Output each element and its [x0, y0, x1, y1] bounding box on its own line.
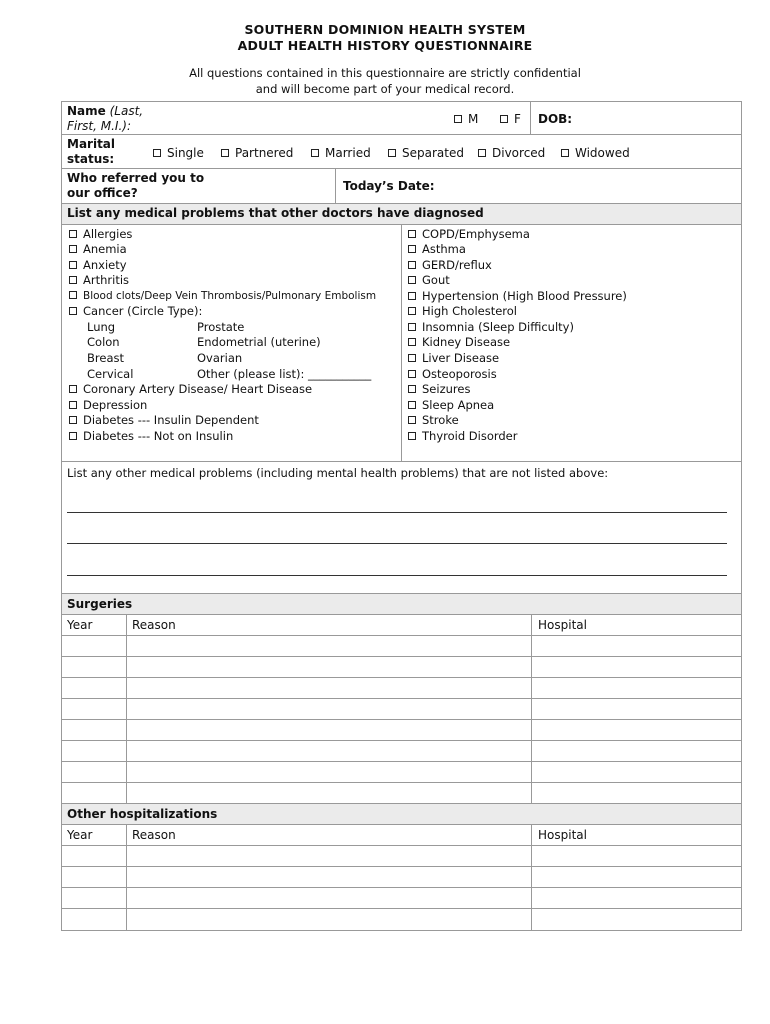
- checkbox-icon[interactable]: [69, 385, 77, 393]
- surgeries-col-year: Year: [67, 618, 93, 632]
- marital-option-separated[interactable]: Separated: [388, 146, 464, 160]
- checkbox-icon[interactable]: [408, 292, 416, 300]
- checkbox-icon[interactable]: [561, 149, 569, 157]
- problem-depression[interactable]: Depression: [69, 398, 147, 413]
- other-problems-line-2[interactable]: [67, 543, 727, 544]
- checkbox-icon[interactable]: [500, 115, 508, 123]
- checkbox-icon[interactable]: [69, 245, 77, 253]
- problem-diabetes-insulin[interactable]: Diabetes --- Insulin Dependent: [69, 413, 259, 428]
- checkbox-icon[interactable]: [408, 338, 416, 346]
- rule: [61, 782, 742, 783]
- problem-thyroid-disorder[interactable]: Thyroid Disorder: [408, 429, 518, 444]
- other-problems-line-1[interactable]: [67, 512, 727, 513]
- other-problems-line-3[interactable]: [67, 575, 727, 576]
- checkbox-icon[interactable]: [408, 432, 416, 440]
- checkbox-icon[interactable]: [311, 149, 319, 157]
- name-hint: First, M.I.):: [67, 119, 132, 133]
- cancer-type-ovarian[interactable]: Ovarian: [197, 351, 243, 365]
- problem-gout[interactable]: Gout: [408, 273, 450, 288]
- checkbox-icon[interactable]: [454, 115, 462, 123]
- sex-male-option[interactable]: M: [454, 112, 478, 127]
- cancer-type-breast[interactable]: Breast: [87, 351, 124, 365]
- checkbox-icon[interactable]: [69, 401, 77, 409]
- surgeries-col-reason: Reason: [132, 618, 176, 632]
- checkbox-icon[interactable]: [69, 432, 77, 440]
- other-problems-prompt: List any other medical problems (including mental health problems) that are not listed above:: [67, 466, 609, 480]
- marital-option-widowed[interactable]: Widowed: [561, 146, 630, 160]
- rule: [61, 761, 742, 762]
- rule: [61, 134, 742, 135]
- problem-sleep-apnea[interactable]: Sleep Apnea: [408, 398, 494, 413]
- referral-label-2: our office?: [67, 186, 138, 200]
- rule-referral: [335, 168, 336, 203]
- marital-option-partnered[interactable]: Partnered: [221, 146, 293, 160]
- rule: [61, 614, 742, 615]
- rule-dob: [530, 101, 531, 134]
- rule: [61, 203, 742, 204]
- checkbox-icon[interactable]: [408, 385, 416, 393]
- problem-osteoporosis[interactable]: Osteoporosis: [408, 367, 497, 382]
- checkbox-icon[interactable]: [69, 291, 77, 299]
- marital-option-married[interactable]: Married: [311, 146, 371, 160]
- rule-surg-year: [126, 614, 127, 804]
- problem-liver-disease[interactable]: Liver Disease: [408, 351, 499, 366]
- rule-hosp-year: [126, 824, 127, 931]
- hospitalizations-col-year: Year: [67, 828, 93, 842]
- surgeries-heading: Surgeries: [67, 597, 133, 611]
- hospitalizations-col-reason: Reason: [132, 828, 176, 842]
- problem-asthma[interactable]: Asthma: [408, 242, 466, 257]
- hospitalizations-heading: Other hospitalizations: [67, 807, 218, 821]
- problem-seizures[interactable]: Seizures: [408, 382, 470, 397]
- marital-option-single[interactable]: Single: [153, 146, 204, 160]
- problem-arthritis[interactable]: Arthritis: [69, 273, 129, 288]
- rule: [61, 866, 742, 867]
- checkbox-icon[interactable]: [408, 261, 416, 269]
- rule-problems-split: [401, 224, 402, 461]
- marital-option-divorced[interactable]: Divorced: [478, 146, 545, 160]
- checkbox-icon[interactable]: [408, 245, 416, 253]
- problem-gerd[interactable]: GERD/reflux: [408, 258, 492, 273]
- rule: [61, 168, 742, 169]
- name-label: Name (Last,: [67, 104, 144, 118]
- problem-stroke[interactable]: Stroke: [408, 413, 459, 428]
- checkbox-icon[interactable]: [69, 416, 77, 424]
- problem-hypertension[interactable]: Hypertension (High Blood Pressure): [408, 289, 627, 304]
- checkbox-icon[interactable]: [69, 261, 77, 269]
- rule-hosp-hospital: [531, 824, 532, 931]
- problem-allergies[interactable]: Allergies: [69, 227, 132, 242]
- todays-date-label: Today’s Date:: [343, 179, 435, 193]
- checkbox-icon[interactable]: [69, 230, 77, 238]
- problem-anemia[interactable]: Anemia: [69, 242, 127, 257]
- problem-anxiety[interactable]: Anxiety: [69, 258, 127, 273]
- marital-label-2: status:: [67, 152, 115, 166]
- checkbox-icon[interactable]: [408, 416, 416, 424]
- checkbox-icon[interactable]: [153, 149, 161, 157]
- checkbox-icon[interactable]: [408, 323, 416, 331]
- checkbox-icon[interactable]: [408, 370, 416, 378]
- problem-diabetes-no-insulin[interactable]: Diabetes --- Not on Insulin: [69, 429, 233, 444]
- problem-cancer[interactable]: Cancer (Circle Type):: [69, 304, 202, 319]
- cancer-type-endometrial[interactable]: Endometrial (uterine): [197, 335, 321, 349]
- rule: [61, 887, 742, 888]
- confidentiality-note-line1: All questions contained in this questionnaire are strictly confidential: [189, 66, 581, 80]
- checkbox-icon[interactable]: [69, 276, 77, 284]
- rule-surg-hospital: [531, 614, 532, 804]
- checkbox-icon[interactable]: [408, 354, 416, 362]
- cancer-type-colon[interactable]: Colon: [87, 335, 120, 349]
- checkbox-icon[interactable]: [408, 230, 416, 238]
- problem-coronary-artery-disease[interactable]: Coronary Artery Disease/ Heart Disease: [69, 382, 312, 397]
- organization-name: SOUTHERN DOMINION HEALTH SYSTEM: [244, 22, 526, 37]
- checkbox-icon[interactable]: [408, 307, 416, 315]
- problems-heading: List any medical problems that other doctors have diagnosed: [67, 206, 484, 220]
- marital-label-1: Marital: [67, 137, 116, 151]
- checkbox-icon[interactable]: [69, 307, 77, 315]
- checkbox-icon[interactable]: [408, 401, 416, 409]
- hospitalizations-col-hospital: Hospital: [538, 828, 587, 842]
- checkbox-icon[interactable]: [408, 276, 416, 284]
- cancer-type-prostate[interactable]: Prostate: [197, 320, 245, 334]
- surgeries-heading-bg: [62, 594, 741, 614]
- checkbox-icon[interactable]: [478, 149, 486, 157]
- rule: [61, 803, 742, 804]
- referral-label-1: Who referred you to: [67, 171, 205, 185]
- rule: [61, 635, 742, 636]
- rule: [61, 461, 742, 462]
- sex-female-option[interactable]: F: [500, 112, 521, 127]
- cancer-type-lung[interactable]: Lung: [87, 320, 116, 334]
- form-title: ADULT HEALTH HISTORY QUESTIONNAIRE: [237, 38, 533, 53]
- dob-label: DOB:: [538, 112, 573, 126]
- cancer-type-other[interactable]: Other (please list): ___________: [197, 367, 372, 381]
- rule: [61, 593, 742, 594]
- cancer-type-cervical[interactable]: Cervical: [87, 367, 134, 381]
- rule: [61, 698, 742, 699]
- rule: [61, 677, 742, 678]
- rule: [61, 824, 742, 825]
- surgeries-col-hospital: Hospital: [538, 618, 587, 632]
- rule: [61, 845, 742, 846]
- checkbox-icon[interactable]: [221, 149, 229, 157]
- rule: [61, 908, 742, 909]
- problem-blood-clots[interactable]: Blood clots/Deep Vein Thrombosis/Pulmonary Embolism: [69, 289, 376, 304]
- rule: [61, 719, 742, 720]
- problem-high-cholesterol[interactable]: High Cholesterol: [408, 304, 517, 319]
- rule: [61, 656, 742, 657]
- checkbox-icon[interactable]: [388, 149, 396, 157]
- problem-kidney-disease[interactable]: Kidney Disease: [408, 335, 510, 350]
- confidentiality-note-line2: and will become part of your medical record.: [255, 82, 515, 96]
- rule: [61, 740, 742, 741]
- problem-copd[interactable]: COPD/Emphysema: [408, 227, 530, 242]
- problem-insomnia[interactable]: Insomnia (Sleep Difficulty): [408, 320, 574, 335]
